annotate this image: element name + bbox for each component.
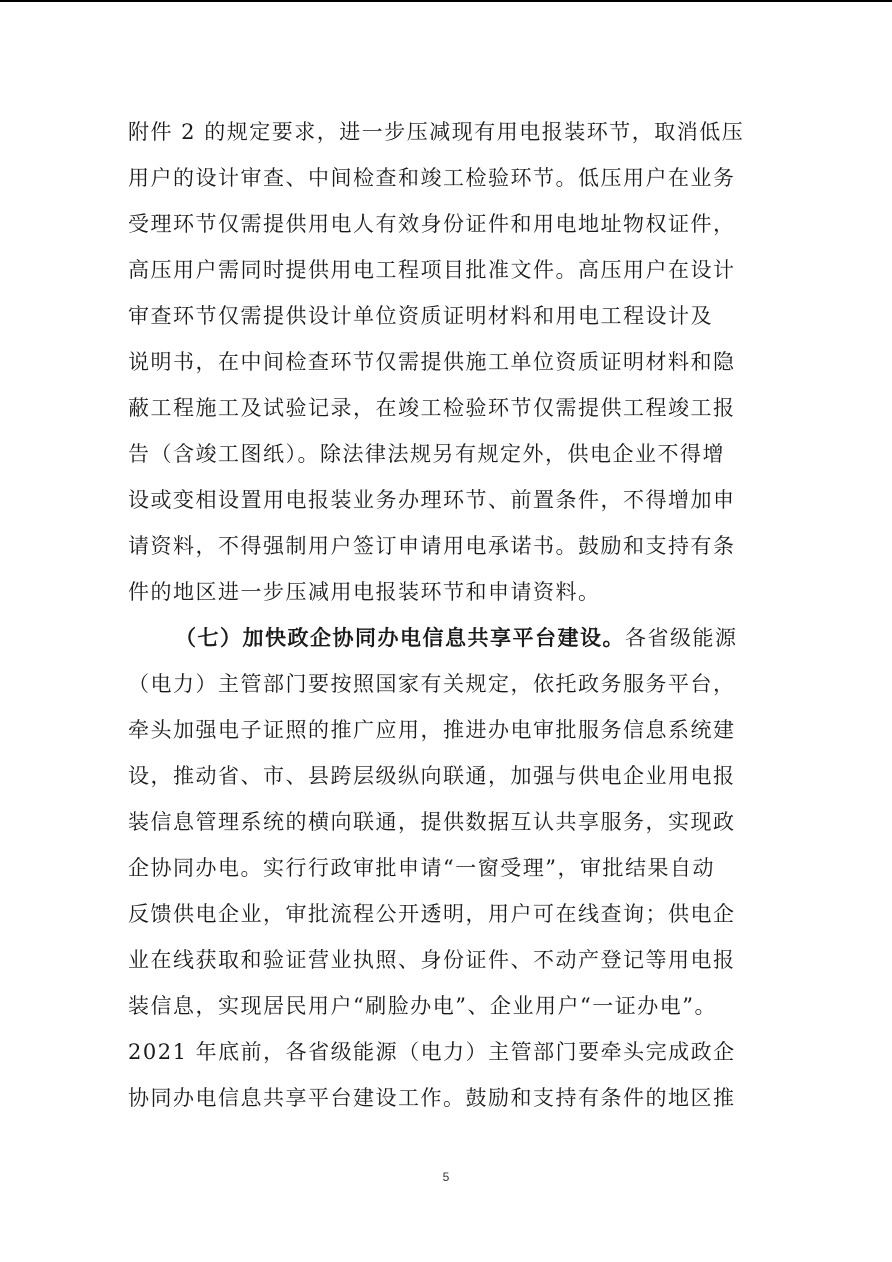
paragraph-line: 装信息管理系统的横向联通，提供数据互认共享服务，实现政: [128, 810, 736, 834]
paragraph-line: 告（含竣工图纸）。除法律法规另有规定外，供电企业不得增: [128, 442, 725, 466]
paragraph-line: 协同办电信息共享平台建设工作。鼓励和支持有条件的地区推: [128, 1086, 736, 1110]
paragraph-line: 业在线获取和验证营业执照、身份证件、不动产登记等用电报: [128, 948, 736, 972]
paragraph-line: 附件 2 的规定要求，进一步压减现有用电报装环节，取消低压: [128, 120, 745, 144]
paragraph-line: 受理环节仅需提供用电人有效身份证件和用电地址物权证件，: [128, 212, 736, 236]
page-top-border: [0, 0, 892, 2]
paragraph-line: 反馈供电企业，审批流程公开透明，用户可在线查询；供电企: [128, 902, 736, 926]
section-heading-continuation: 各省级能源: [625, 626, 738, 650]
paragraph-line: 2021 年底前，各省级能源（电力）主管部门要牵头完成政企: [128, 1040, 736, 1064]
section-heading: （七）加快政企协同办电信息共享平台建设。: [175, 625, 625, 650]
paragraph-line: 用户的设计审查、中间检查和竣工检验环节。低压用户在业务: [128, 166, 736, 190]
paragraph-line: 企协同办电。实行行政审批申请“一窗受理”，审批结果自动: [128, 856, 715, 880]
paragraph-line: 说明书，在中间检查环节仅需提供施工单位资质证明材料和隐: [128, 350, 736, 374]
page-number: 5: [442, 1170, 450, 1184]
paragraph-line: （电力）主管部门要按照国家有关规定，依托政务服务平台，: [128, 672, 736, 696]
paragraph-line: 请资料，不得强制用户签订申请用电承诺书。鼓励和支持有条: [128, 534, 736, 558]
paragraph-line: 设，推动省、市、县跨层级纵向联通，加强与供电企业用电报: [128, 764, 736, 788]
paragraph-line: 审查环节仅需提供设计单位资质证明材料和用电工程设计及: [128, 304, 713, 328]
paragraph-line: 设或变相设置用电报装业务办理环节、前置条件，不得增加申: [128, 488, 736, 512]
paragraph-line: 蔽工程施工及试验记录，在竣工检验环节仅需提供工程竣工报: [128, 396, 736, 420]
paragraph-line: 高压用户需同时提供用电工程项目批准文件。高压用户在设计: [128, 258, 736, 282]
paragraph-line: 装信息，实现居民用户“刷脸办电”、企业用户“一证办电”。: [128, 994, 717, 1018]
paragraph-line: 牵头加强电子证照的推广应用，推进办电审批服务信息系统建: [128, 718, 736, 742]
paragraph-line: 件的地区进一步压减用电报装环节和申请资料。: [128, 580, 601, 604]
section-heading-line: [175, 618, 738, 658]
